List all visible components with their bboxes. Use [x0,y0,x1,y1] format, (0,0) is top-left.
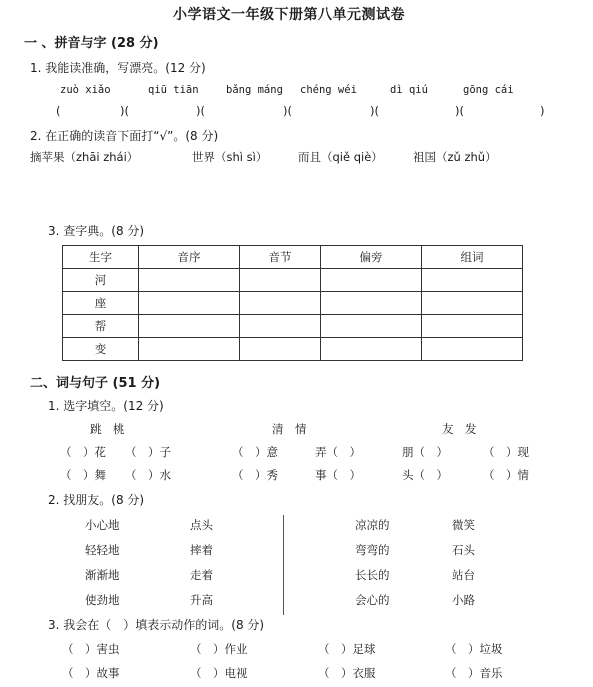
answer-cell[interactable] [240,269,321,292]
match-word-right-b[interactable]: 站台 [452,568,475,582]
match-word-left-a[interactable]: 轻轻地 [85,543,120,557]
char-cell: 座 [63,292,139,315]
fill-blank-item[interactable]: （ ）舞 [60,468,106,482]
answer-bracket[interactable]: ) [540,104,545,118]
action-word-blank[interactable]: （ ）足球 [318,642,376,656]
answer-cell[interactable] [240,338,321,361]
match-word-left-b[interactable]: 摔着 [190,543,213,557]
fill-blank-item[interactable]: 事（ ） [315,468,361,482]
answer-cell[interactable] [240,292,321,315]
column-divider [283,515,284,615]
answer-bracket[interactable]: )( [455,104,464,118]
action-word-blank[interactable]: （ ）音乐 [445,666,503,680]
fill-blank-item[interactable]: （ ）现 [483,445,529,459]
answer-cell[interactable] [321,269,422,292]
table-header-row [63,246,523,269]
char-cell: 河 [63,269,139,292]
char-cell: 变 [63,338,139,361]
answer-bracket[interactable]: )( [196,104,205,118]
question-2-1-prompt: 1. 选字填空。(12 分) [48,399,164,413]
column-header: 音节 [240,246,321,269]
dictionary-table [62,245,523,361]
answer-cell[interactable] [422,269,523,292]
match-word-left-a[interactable]: 渐渐地 [85,568,120,582]
match-word-right-b[interactable]: 微笑 [452,518,475,532]
answer-bracket[interactable]: )( [120,104,129,118]
reading-choice[interactable]: 而且（qiě qiè） [298,150,383,164]
char-group: 清 情 [272,422,307,436]
answer-cell[interactable] [422,315,523,338]
page-title: 小学语文一年级下册第八单元测试卷 [173,7,405,23]
fill-blank-item[interactable]: （ ）秀 [232,468,278,482]
match-word-left-b[interactable]: 升高 [190,593,213,607]
answer-bracket[interactable]: )( [283,104,292,118]
answer-cell[interactable] [321,292,422,315]
pinyin-6: gōng cái [463,84,514,96]
table-row [63,292,523,315]
match-word-left-a[interactable]: 小心地 [85,518,120,532]
action-word-blank[interactable]: （ ）垃圾 [445,642,503,656]
table-row [63,269,523,292]
answer-bracket[interactable]: ( [56,104,61,118]
fill-blank-item[interactable]: （ ）意 [232,445,278,459]
match-word-right-b[interactable]: 小路 [452,593,475,607]
pinyin-2: qiū tiān [148,84,199,96]
match-word-left-b[interactable]: 走着 [190,568,213,582]
pinyin-3: bǎng máng [226,84,283,96]
match-word-left-b[interactable]: 点头 [190,518,213,532]
reading-choice[interactable]: 摘苹果（zhāi zhái） [30,150,139,164]
column-header: 组词 [422,246,523,269]
match-word-left-a[interactable]: 使劲地 [85,593,120,607]
answer-cell[interactable] [240,315,321,338]
fill-blank-item[interactable]: 头（ ） [402,468,448,482]
fill-blank-item[interactable]: （ ）情 [483,468,529,482]
answer-cell[interactable] [321,315,422,338]
fill-blank-item[interactable]: （ ）子 [125,445,171,459]
table-row [63,338,523,361]
answer-cell[interactable] [139,315,240,338]
match-word-right-a[interactable]: 长长的 [355,568,390,582]
match-word-right-a[interactable]: 弯弯的 [355,543,390,557]
reading-choice[interactable]: 祖国（zǔ zhǔ） [413,150,497,164]
question-1-3-prompt: 3. 查字典。(8 分) [48,224,145,238]
answer-cell[interactable] [422,338,523,361]
char-group: 友 发 [442,422,477,436]
pinyin-5: dì qiú [390,84,428,96]
char-cell: 帮 [63,315,139,338]
question-1-2-prompt: 2. 在正确的读音下面打“√”。(8 分) [30,129,219,143]
column-header: 音序 [139,246,240,269]
question-2-2-prompt: 2. 找朋友。(8 分) [48,493,145,507]
fill-blank-item[interactable]: 朋（ ） [402,445,448,459]
answer-cell[interactable] [139,338,240,361]
action-word-blank[interactable]: （ ）故事 [62,666,120,680]
action-word-blank[interactable]: （ ）电视 [190,666,248,680]
action-word-blank[interactable]: （ ）衣服 [318,666,376,680]
question-2-3-prompt: 3. 我会在（ ）填表示动作的词。(8 分) [48,618,265,632]
fill-blank-item[interactable]: 弄（ ） [315,445,361,459]
section-2-heading: 二、词与句子 (51 分) [30,376,161,391]
match-word-right-a[interactable]: 凉凉的 [355,518,390,532]
answer-cell[interactable] [139,292,240,315]
column-header: 偏旁 [321,246,422,269]
match-word-right-b[interactable]: 石头 [452,543,475,557]
action-word-blank[interactable]: （ ）作业 [190,642,248,656]
action-word-blank[interactable]: （ ）害虫 [62,642,120,656]
char-group: 跳 桃 [90,422,125,436]
fill-blank-item[interactable]: （ ）水 [125,468,171,482]
fill-blank-item[interactable]: （ ）花 [60,445,106,459]
reading-choice[interactable]: 世界（shì sì） [192,150,268,164]
column-header: 生字 [63,246,139,269]
match-word-right-a[interactable]: 会心的 [355,593,390,607]
answer-bracket[interactable]: )( [370,104,379,118]
answer-cell[interactable] [139,269,240,292]
section-1-heading: 一 、拼音与字 (28 分) [24,36,159,51]
answer-cell[interactable] [422,292,523,315]
question-1-1-prompt: 1. 我能读准确，写漂亮。(12 分) [30,61,206,75]
answer-cell[interactable] [321,338,422,361]
table-row [63,315,523,338]
pinyin-4: chéng wéi [300,84,357,96]
pinyin-1: zuò xiǎo [60,84,111,96]
